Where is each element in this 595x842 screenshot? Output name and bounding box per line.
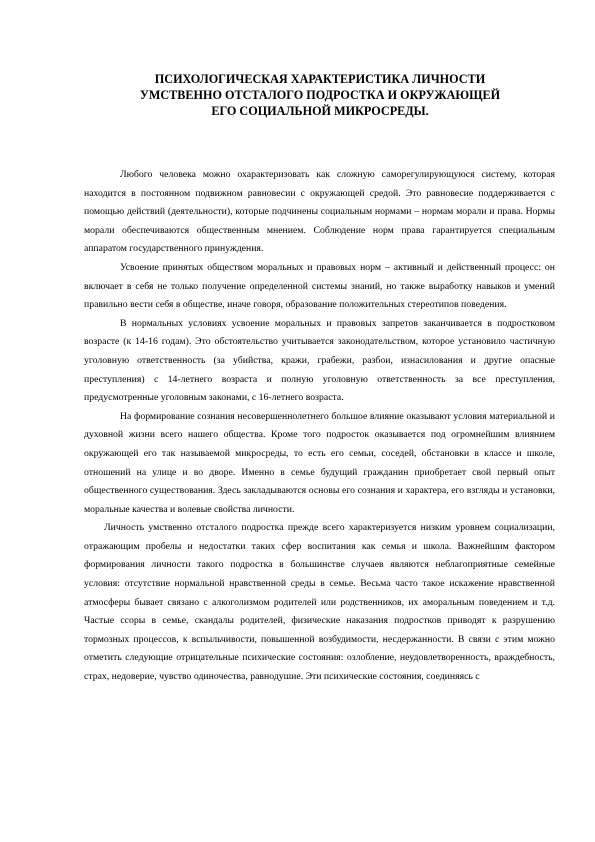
document-title	[100, 71, 540, 119]
paragraph-3: В нормальных условиях усвоение моральных и правовых запретов заканчивается в подростковом возрасте (к 14-16 годам). Это обстоятельство учитывается законодательством, которое установило частичную уголовную ответственность (за убийства, кражи, грабежи, разбои, изнасилования и другие опасные преступления) с 14-летнего возраста и полную уголовную ответственность за все преступления, предусмотренные уголовным законами, с 16-летнего возраста.	[84, 317, 555, 404]
title-line-1: ПСИХОЛОГИЧЕСКАЯ ХАРАКТЕРИСТИКА ЛИЧНОСТИ	[154, 72, 486, 86]
title-line-3: ЕГО СОЦИАЛЬНОЙ МИКРОСРЕДЫ.	[211, 104, 429, 118]
document-body	[84, 166, 555, 687]
paragraph-2: Усвоение принятых обществом моральных и правовых норм – активный и действенный процесс: он включает в себя не только получение определенной системы знаний, но также выработку навыков и умений правильно вести себя в обществе, иначе говоря, образование положительных стереотипов поведения.	[84, 261, 555, 311]
paragraph-1: Любого человека можно охарактеризовать как сложную саморегулирующуюся систему, которая находится в постоянном подвижном равновесии с окружающей средой. Это равновесие поддерживается с помощью действий (деятельности), которые подчинены социальным нормами – нормам морали и права. Нормы морали обеспечиваются общественным мнением. Соблюдение норм права гарантируется специальным аппаратом государственного принуждения.	[84, 169, 555, 255]
paragraph-4: На формирование сознания несовершеннолетнего большое влияние оказывают условия материальной и духовной жизни всего нашего общества. Кроме того подросток оказывается под огромнейшим влиянием окружающей его так называемой микросреды, то есть его семьи, соседей, обстановки в классе и школе, отношений на улице и во дворе. Именно в семье будущий гражданин приобретает свой первый опыт общественного существования. Здесь закладываются основы его сознания и характера, его взгляды и установки, моральные качества и волевые свойства личности.	[84, 410, 555, 515]
paragraph-5: Личность умственно отсталого подростка прежде всего характеризуется низким уровнем социализации, отражающим пробелы и недостатки таких сфер воспитания как семья и школа. Важнейшим фактором формирования личности такого подростка в большинстве случаев являются неблагоприятные семейные условия: отсутствие нормальной нравственной среды в семье. Весьма часто такое искажение нравственной атмосферы бывает связано с алкоголизмом родителей или родственников, их аморальным поведением и т.д. Частые ссоры в семье, скандалы родителей, физические наказания подростков приводят к разрушению тормозных процессов, к вспыльчивости, повышенной возбудимости, несдержанности. В связи с этим можно отметить следующие отрицательные психические состояния: озлобление, неудовлетворенность, враждебность, страх, недоверие, чувство одиночества, равнодушие. Эти психические состояния, соединяясь с	[84, 522, 555, 683]
title-line-2: УМСТВЕННО ОТСТАЛОГО ПОДРОСТКА И ОКРУЖАЮЩЕЙ	[139, 88, 501, 102]
